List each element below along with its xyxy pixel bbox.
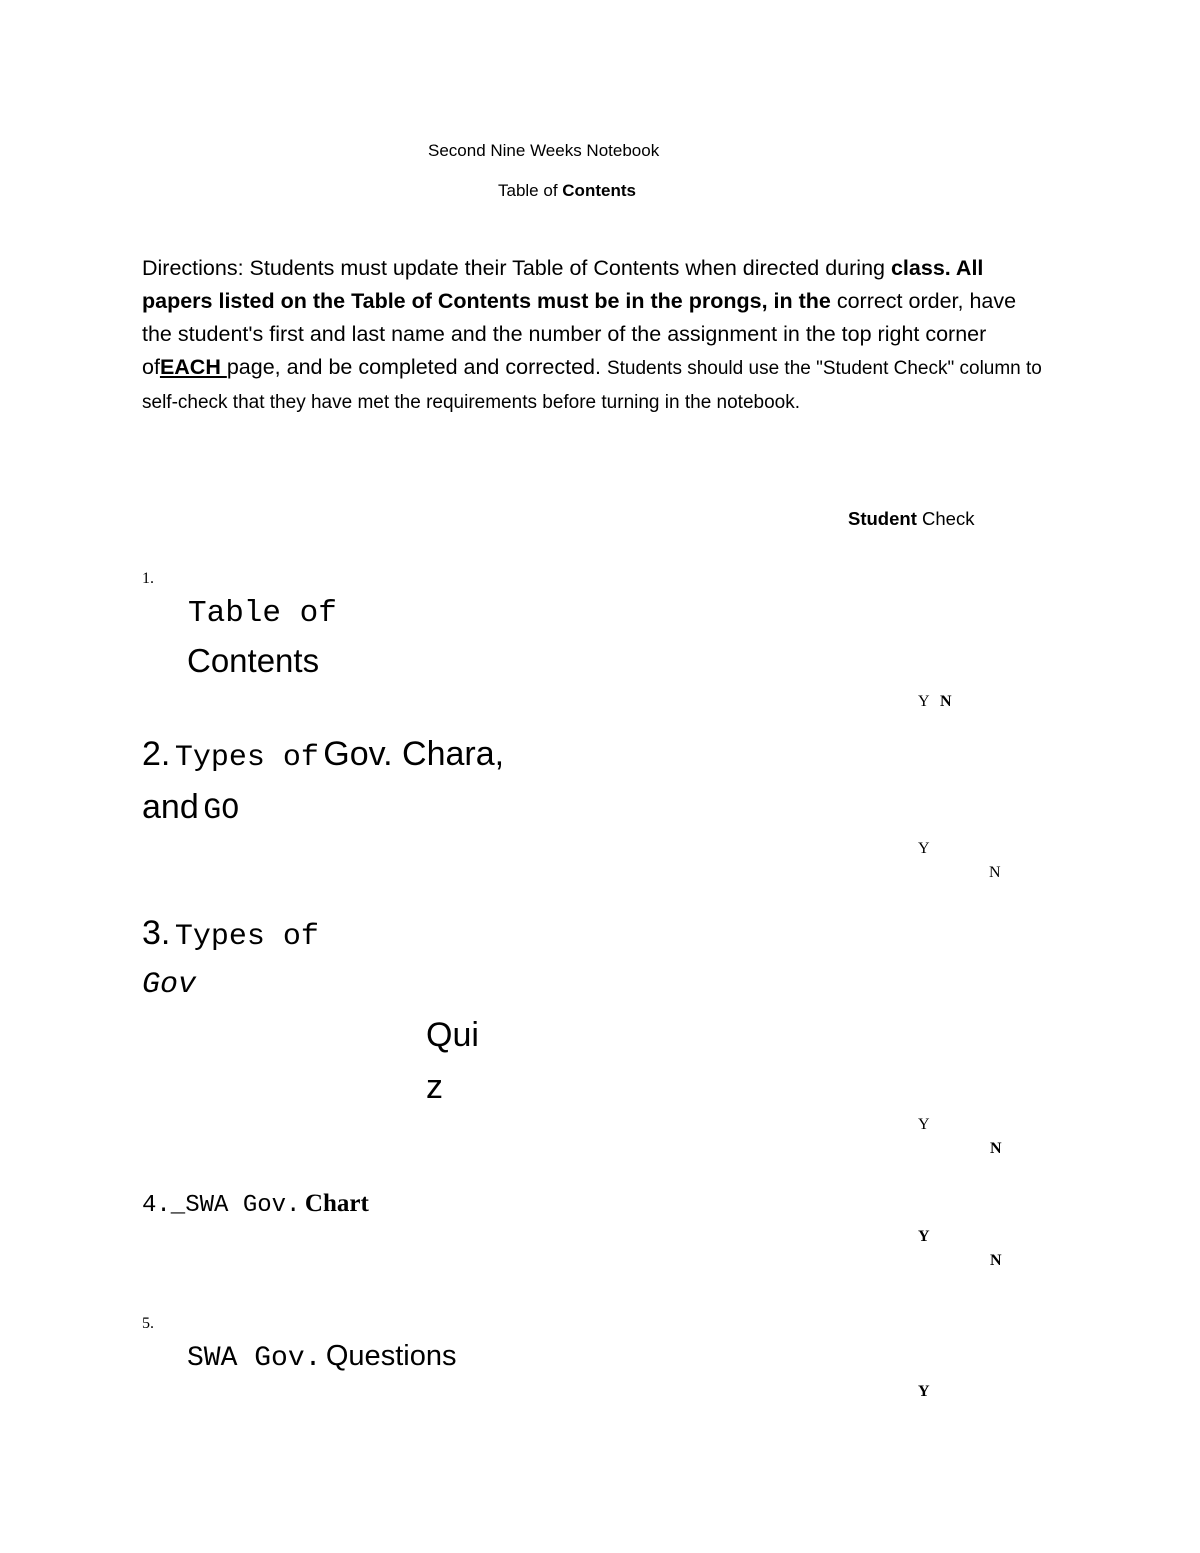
item-2-line1 bbox=[142, 735, 504, 775]
item-1-yes: Y bbox=[918, 693, 930, 710]
item-1-line2: Contents bbox=[187, 642, 320, 679]
item-1-no: N bbox=[940, 693, 952, 710]
directions-part4: page, and be completed and corrected. bbox=[226, 355, 601, 379]
item-2-no: N bbox=[989, 864, 1001, 881]
subtitle-prefix: Table of bbox=[498, 181, 558, 200]
page-subtitle bbox=[498, 181, 636, 201]
item-5-yes: Y bbox=[918, 1383, 930, 1400]
item-4-yes: Y bbox=[918, 1228, 930, 1245]
directions-part5: Students should use the "Student Check" column to self-check that they have met the requirements before turning in the notebook. bbox=[142, 358, 1042, 413]
item-5-line bbox=[187, 1340, 456, 1374]
item-5-mono: SWA Gov. bbox=[187, 1343, 322, 1374]
item-4-number: 4._SWA Gov. bbox=[142, 1192, 301, 1219]
item-5-sans: Questions bbox=[325, 1340, 457, 1372]
item-4-no: N bbox=[990, 1252, 1002, 1269]
item-3-line2: Gov bbox=[142, 968, 197, 1002]
item-2-line2-sans: and bbox=[142, 788, 199, 826]
subtitle-bold: Contents bbox=[562, 181, 636, 200]
student-check-bold: Student bbox=[848, 508, 917, 529]
directions-part3: correct order, have the student's first and last name and the number of the assignment in the top right corner of bbox=[142, 289, 1017, 379]
item-2-line2 bbox=[142, 788, 239, 828]
item-2-line2-mono: GO bbox=[203, 794, 240, 828]
item-2-number: 2. bbox=[142, 735, 171, 773]
item-3-line1 bbox=[142, 914, 319, 954]
student-check-rest: Check bbox=[922, 508, 975, 529]
item-4-line bbox=[142, 1190, 369, 1219]
item-2-mono: Types of bbox=[174, 741, 319, 775]
item-3-number: 3. bbox=[142, 914, 171, 952]
item-1-number: 1. bbox=[142, 570, 154, 587]
student-check-header bbox=[848, 508, 974, 530]
item-3-extra2: z bbox=[426, 1068, 443, 1106]
item-4-serif: Chart bbox=[304, 1190, 369, 1217]
item-2-sans: Gov. Chara, bbox=[323, 735, 505, 773]
item-3-mono: Types of bbox=[174, 920, 319, 954]
item-3-no: N bbox=[990, 1140, 1002, 1157]
item-1-line1: Table of bbox=[188, 596, 337, 631]
item-3-extra1: Qui bbox=[426, 1016, 479, 1054]
item-5-number: 5. bbox=[142, 1315, 154, 1332]
item-3-yes: Y bbox=[918, 1116, 930, 1133]
directions-part2: class. All papers listed on the Table of Contents must be in the prongs, in the bbox=[142, 256, 984, 313]
directions-part1: Directions: Students must update their Table of Contents when directed during bbox=[142, 256, 885, 280]
directions-emph: EACH bbox=[159, 355, 227, 379]
item-2-yes: Y bbox=[918, 840, 930, 857]
page-title: Second Nine Weeks Notebook bbox=[428, 141, 660, 160]
directions-paragraph bbox=[142, 252, 1042, 419]
